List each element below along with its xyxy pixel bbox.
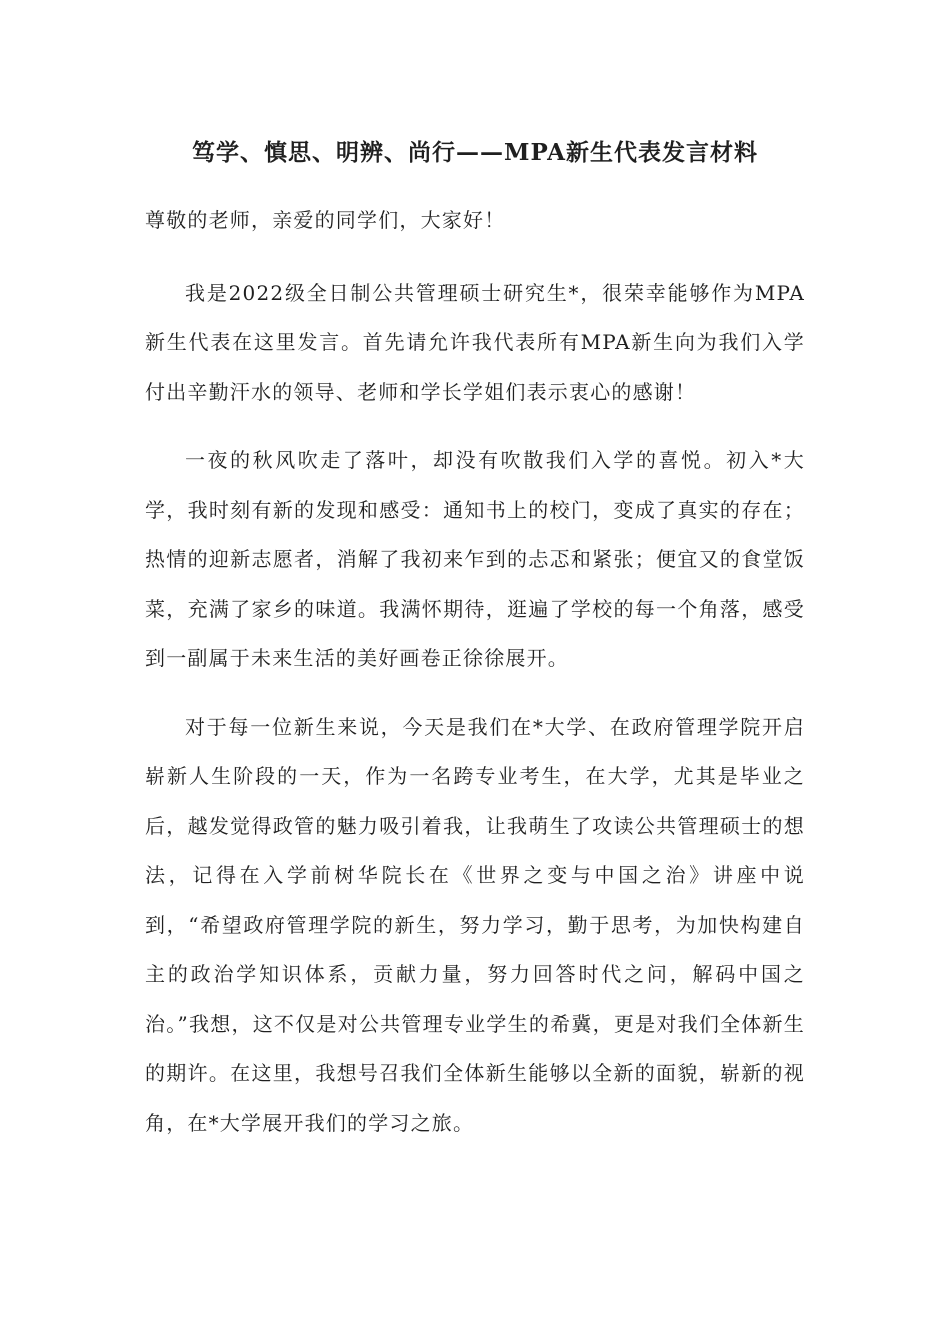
- document-title: 笃学、慎思、明辨、尚行——MPA新生代表发言材料: [192, 139, 758, 166]
- salutation: 尊敬的老师，亲爱的同学们，大家好！: [145, 208, 506, 232]
- paragraph-campus-impressions: 一夜的秋风吹走了落叶，却没有吹散我们入学的喜悦。初入*大学，我时刻有新的发现和感受：通知书上的校门，变成了真实的存在；热情的迎新志愿者，消解了我初来乍到的忐忑和紧张；便宜又的食堂饭菜，充满了家乡的味道。我满怀期待，逛遍了学校的每一个角落，感受到一副属于未来生活的美好画卷正徐徐展开。: [145, 448, 805, 670]
- paragraph-aspirations: 对于每一位新生来说，今天是我们在*大学、在政府管理学院开启崭新人生阶段的一天，作为一名跨专业考生，在大学，尤其是毕业之后，越发觉得政管的魅力吸引着我，让我萌生了攻读公共管理硕士的想法，记得在入学前树华院长在《世界之变与中国之治》讲座中说到，“希望政府管理学院的新生，努力学习，勤于思考，为加快构建自主的政治学知识体系，贡献力量，努力回答时代之问，解码中国之治。”我想，这不仅是对公共管理专业学生的希冀，更是对我们全体新生的期许。在这里，我想号召我们全体新生能够以全新的面貌，崭新的视角，在*大学展开我们的学习之旅。: [145, 714, 805, 1135]
- paragraph-introduction: 我是2022级全日制公共管理硕士研究生*，很荣幸能够作为MPA新生代表在这里发言。首先请允许我代表所有MPA新生向为我们入学付出辛勤汗水的领导、老师和学长学姐们表示衷心的感谢！: [145, 280, 805, 404]
- document-body: [145, 196, 805, 1167]
